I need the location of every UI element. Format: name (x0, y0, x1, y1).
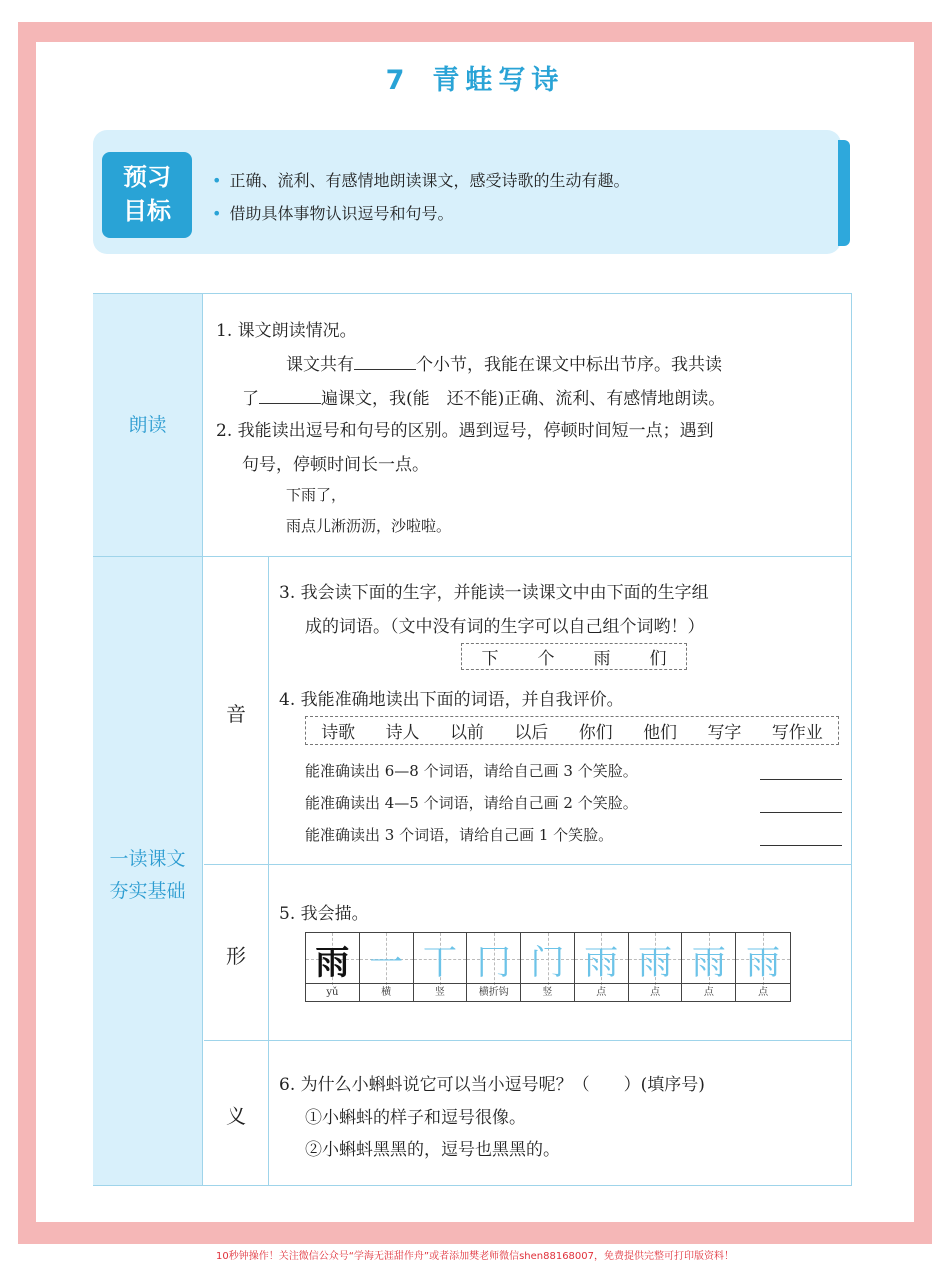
q1-line1: 课文共有 个小节，我能在课文中标出节序。我共读 (286, 355, 722, 375)
lesson-number: 7 (385, 65, 411, 96)
stroke-label: 横折钩 (467, 983, 520, 1001)
smiley-blank-2[interactable] (760, 812, 842, 813)
goals-panel-edge (838, 140, 850, 246)
lesson-name: 青蛙写诗 (432, 65, 565, 96)
row-divider (204, 864, 852, 865)
stroke-cell (414, 933, 468, 1001)
stroke-char[interactable]: 冂 (476, 942, 511, 983)
stroke-cell (521, 933, 575, 1001)
stroke-label: 竖 (414, 983, 467, 1001)
read-times-blank[interactable] (259, 389, 321, 404)
stroke-char[interactable]: 雨 (746, 942, 781, 983)
char-item: 个 (537, 649, 555, 669)
stroke-char[interactable]: 一 (369, 942, 404, 983)
new-chars-box (461, 643, 687, 670)
category-basics-line1: 一读课文 (109, 848, 186, 870)
preview-goals-badge (102, 152, 192, 238)
word-item: 写作业 (771, 723, 823, 743)
eval-line-3: 能准确读出 3 个词语，请给自己画 1 个笑脸。 (305, 826, 614, 844)
q4-title: 4. 我能准确地读出下面的词语，并自我评价。 (279, 690, 624, 710)
stroke-label: 点 (575, 983, 628, 1001)
q2-line1: 2. 我能读出逗号和句号的区别。遇到逗号，停顿时间短一点；遇到 (216, 421, 714, 441)
category-basics (93, 557, 203, 1185)
stroke-char[interactable]: 雨 (584, 942, 619, 983)
stroke-label: 点 (736, 983, 790, 1001)
smiley-blank-1[interactable] (760, 779, 842, 780)
stroke-char: 雨 (315, 942, 350, 983)
eval-line-1: 能准确读出 6—8 个词语，请给自己画 3 个笑脸。 (305, 762, 638, 780)
word-item: 写字 (707, 723, 742, 743)
goal-item-2: • 借助具体事物认识逗号和句号。 (212, 204, 454, 223)
stroke-cell (306, 933, 360, 1001)
stroke-cell (736, 933, 790, 1001)
char-item: 雨 (593, 649, 611, 669)
stroke-label: yǔ (306, 983, 359, 1001)
stroke-order-grid (305, 932, 791, 1002)
stroke-label: 竖 (521, 983, 574, 1001)
reading-sections-blank[interactable] (354, 355, 416, 370)
sub-label-sound: 音 (226, 702, 246, 726)
q6-option-2[interactable]: ②小蝌蚪黑黑的，逗号也黑黑的。 (305, 1140, 560, 1160)
category-basics-line2: 夯实基础 (109, 880, 186, 902)
stroke-cell (575, 933, 629, 1001)
sub-column-divider (268, 557, 269, 1185)
badge-line-2: 目标 (123, 197, 171, 225)
eval-line-2: 能准确读出 4—5 个词语，请给自己画 2 个笑脸。 (305, 794, 638, 812)
sub-label-form: 形 (226, 944, 246, 968)
stroke-cell (360, 933, 414, 1001)
stroke-label: 点 (682, 983, 735, 1001)
footer-note: 10秒钟操作！关注微信公众号“学海无涯甜作舟”或者添加樊老师微信shen88168007，免费提供完整可打印版资料！ (215, 1251, 735, 1262)
stroke-cell (682, 933, 736, 1001)
stroke-label: 横 (360, 983, 413, 1001)
category-reading: 朗读 (93, 294, 203, 556)
words-box (305, 716, 839, 745)
example-line-1: 下雨了， (286, 486, 347, 504)
char-item: 下 (481, 649, 499, 669)
sub-label-meaning: 义 (226, 1104, 246, 1128)
q6-option-1[interactable]: ①小蝌蚪的样子和逗号很像。 (305, 1108, 526, 1128)
q1-title: 1. 课文朗读情况。 (216, 321, 357, 341)
q3-line2: 成的词语。（文中没有词的生字可以自己组个词哟！） (305, 617, 705, 637)
stroke-char[interactable]: 丅 (422, 942, 457, 983)
word-item: 以前 (449, 723, 484, 743)
stroke-char[interactable]: 雨 (691, 942, 726, 983)
stroke-char[interactable]: 雨 (638, 942, 673, 983)
bullet-icon: • (212, 204, 222, 223)
q6-title: 6. 为什么小蝌蚪说它可以当小逗号呢？（ ）(填序号) (279, 1075, 705, 1095)
preview-goals-panel (93, 130, 841, 254)
example-line-2: 雨点儿淅沥沥，沙啦啦。 (286, 517, 452, 535)
goal-item-1: • 正确、流利、有感情地朗读课文，感受诗歌的生动有趣。 (212, 171, 630, 190)
stroke-cell (467, 933, 521, 1001)
word-item: 你们 (578, 723, 613, 743)
stroke-char[interactable]: 门 (530, 942, 565, 983)
q3-line1: 3. 我会读下面的生字，并能读一读课文中由下面的生字组 (279, 583, 709, 603)
char-item: 们 (649, 649, 667, 669)
bullet-icon: • (212, 171, 222, 190)
word-item: 他们 (643, 723, 678, 743)
q5-title: 5. 我会描。 (279, 904, 369, 924)
stroke-cell (629, 933, 683, 1001)
word-item: 诗人 (385, 723, 420, 743)
row-divider (93, 556, 852, 557)
stroke-label: 点 (629, 983, 682, 1001)
lesson-title (0, 58, 950, 97)
q2-line2: 句号，停顿时间长一点。 (242, 455, 429, 475)
badge-line-1: 预习 (123, 163, 171, 191)
word-item: 诗歌 (321, 723, 356, 743)
row-divider (204, 1040, 852, 1041)
smiley-blank-3[interactable] (760, 845, 842, 846)
q1-line2: 了 遍课文，我(能 还不能)正确、流利、有感情地朗读。 (242, 389, 726, 409)
word-item: 以后 (514, 723, 549, 743)
